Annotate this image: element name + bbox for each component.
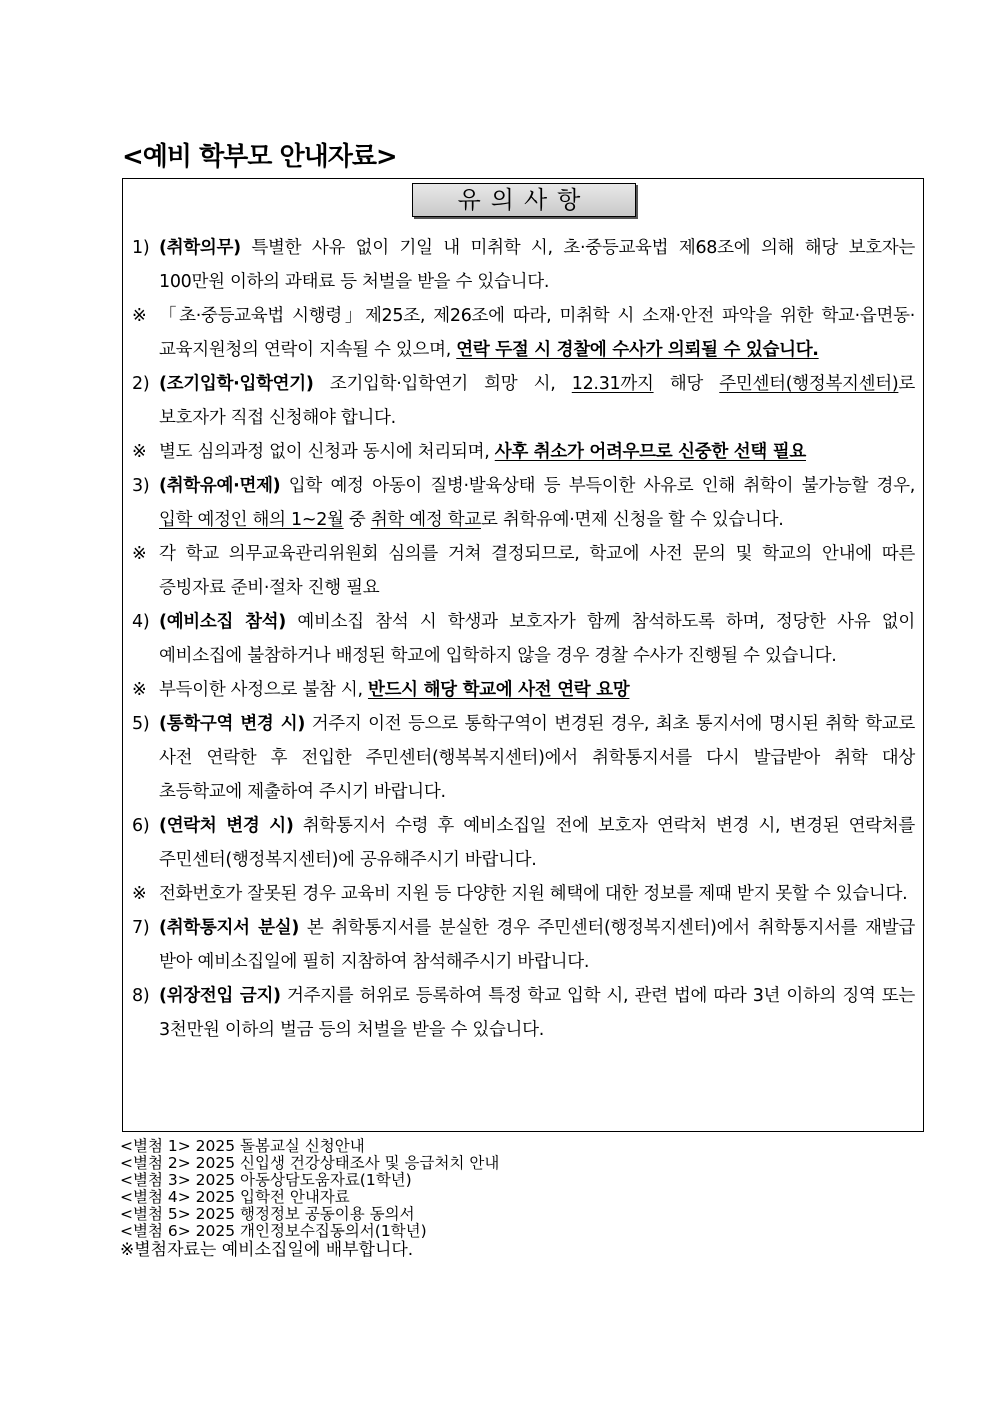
notice-note-absence [123, 673, 923, 707]
attachment-list [120, 1138, 499, 1260]
notice-box [122, 178, 924, 1132]
note-emphasis: 연락 두절 시 경찰에 수사가 의뢰될 수 있습니다. [456, 340, 819, 360]
notice-item-preliminary-gathering [123, 605, 923, 673]
item-text: 거주지를 허위로 등록하여 특정 학교 입학 시, 관련 법에 따라 3년 이하의 징역 또는 3천만원 이하의 벌금 등의 처벌을 받을 수 있습니다. [159, 986, 915, 1040]
item-marker: 2) [132, 374, 150, 394]
note-emphasis: 사후 취소가 어려우므로 신중한 선택 필요 [494, 442, 806, 462]
item-marker: 6) [132, 816, 150, 836]
item-label: (위장전입 금지) [159, 986, 281, 1006]
item-label: (예비소집 참석) [159, 612, 286, 632]
note-marker: ※ [132, 680, 147, 700]
item-marker: 3) [132, 476, 150, 496]
item-label: (통학구역 변경 시) [159, 714, 306, 734]
note-marker: ※ [132, 442, 147, 462]
item-label: (조기입학·입학연기) [159, 374, 314, 394]
attachment-item: <별첨 1> 2025 돌봄교실 신청안내 [120, 1137, 365, 1155]
notice-item-false-registration [123, 979, 923, 1047]
notice-item-school-district-change [123, 707, 923, 809]
notice-note-cancellation [123, 435, 923, 469]
note-text: 「초·중등교육법 시행령」제25조, 제26조에 따라, 미취학 시 소재·안전 파악을 위한 학교·읍면동·교육지원청의 연락이 지속될 수 있으며, [159, 306, 915, 360]
note-text: 부득이한 사정으로 불참 시, [159, 680, 368, 700]
note-marker: ※ [132, 306, 147, 326]
note-emphasis: 반드시 해당 학교에 사전 연락 요망 [367, 680, 630, 700]
note-text: 별도 심의과정 없이 신청과 동시에 처리되며, [159, 442, 495, 462]
school-text: 취학 예정 학교 [370, 510, 481, 530]
item-label: (취학유예·면제) [159, 476, 281, 496]
attachment-item: <별첨 5> 2025 행정정보 공동이용 동의서 [120, 1205, 415, 1223]
item-text: 예비소집 참석 시 학생과 보호자가 함께 참석하도록 하며, 정당한 사유 없이 예비소집에 불참하거나 배정된 학교에 입학하지 않을 경우 경찰 수사가 진행될 수 있습니다. [159, 612, 915, 666]
note-text: 각 학교 의무교육관리위원회 심의를 거쳐 결정되므로, 학교에 사전 문의 및 학교의 안내에 따른 증빙자료 준비·절차 진행 필요 [159, 544, 915, 598]
notice-item-compulsory-enrollment [123, 231, 923, 299]
item-text: 로 취학유예·면제 신청을 할 수 있습니다. [480, 510, 784, 530]
item-text: 취학통지서 수령 후 예비소집일 전에 보호자 연락처 변경 시, 변경된 연락처를 주민센터(행정복지센터)에 공유해주시기 바랍니다. [159, 816, 915, 870]
note-marker: ※ [132, 544, 147, 564]
deadline-text: 12.31까지 [571, 374, 654, 394]
attachment-item: <별첨 4> 2025 입학전 안내자료 [120, 1188, 350, 1206]
item-text: 특별한 사유 없이 기일 내 미취학 시, 초·중등교육법 제68조에 의해 해당 보호자는 100만원 이하의 과태료 등 처벌을 받을 수 있습니다. [159, 238, 915, 292]
item-text: 본 취학통지서를 분실한 경우 주민센터(행정복지센터)에서 취학통지서를 재발급 받아 예비소집일에 필히 지참하여 참석해주시기 바랍니다. [159, 918, 915, 972]
item-text: 입학 예정 아동이 질병·발육상태 등 부득이한 사유로 인해 취학이 불가능할 경우, [280, 476, 915, 496]
attachment-item: <별첨 3> 2025 아동상담도움자료(1학년) [120, 1171, 412, 1189]
item-label: (취학의무) [159, 238, 241, 258]
notice-note-phone [123, 877, 923, 911]
item-text: 해당 [653, 374, 720, 394]
item-marker: 8) [132, 986, 150, 1006]
item-label: (취학통지서 분실) [159, 918, 300, 938]
notice-note-committee [123, 537, 923, 605]
item-text: 중 [343, 510, 371, 530]
notice-heading: 유의사항 [412, 183, 636, 217]
attachment-item: <별첨 6> 2025 개인정보수집동의서(1학년) [120, 1222, 427, 1240]
period-text: 입학 예정인 해의 1~2월 [159, 510, 344, 530]
note-marker: ※ [132, 884, 147, 904]
notice-note-contact [123, 299, 923, 367]
attachment-item: <별첨 2> 2025 신입생 건강상태조사 및 응급처치 안내 [120, 1154, 500, 1172]
document-title: <예비 학부모 안내자료> [122, 142, 397, 172]
note-text: 전화번호가 잘못된 경우 교육비 지원 등 다양한 지원 혜택에 대한 정보를 제때 받지 못할 수 있습니다. [159, 884, 908, 904]
item-text: 로 보호자가 직접 신청해야 합니다. [159, 374, 915, 428]
item-marker: 1) [132, 238, 150, 258]
office-text: 주민센터(행정복지센터) [719, 374, 899, 394]
item-text: 거주지 이전 등으로 통학구역이 변경된 경우, 최초 통지서에 명시된 취학 학교로 사전 연락한 후 전입한 주민센터(행복복지센터)에서 취학통지서를 다시 발급받아 취학 대상 초등학교에 제출하여 주시기 바랍니다. [159, 714, 915, 802]
notice-item-lost-notice [123, 911, 923, 979]
item-marker: 4) [132, 612, 150, 632]
item-marker: 7) [132, 918, 150, 938]
notice-item-early-delayed-entry [123, 367, 923, 435]
attachment-note: ※별첨자료는 예비소집일에 배부합니다. [120, 1240, 414, 1260]
item-label: (연락처 변경 시) [159, 816, 294, 836]
item-marker: 5) [132, 714, 150, 734]
notice-list [123, 231, 923, 1047]
notice-item-contact-change [123, 809, 923, 877]
item-text: 조기입학·입학연기 희망 시, [313, 374, 572, 394]
notice-item-deferral-exemption [123, 469, 923, 537]
